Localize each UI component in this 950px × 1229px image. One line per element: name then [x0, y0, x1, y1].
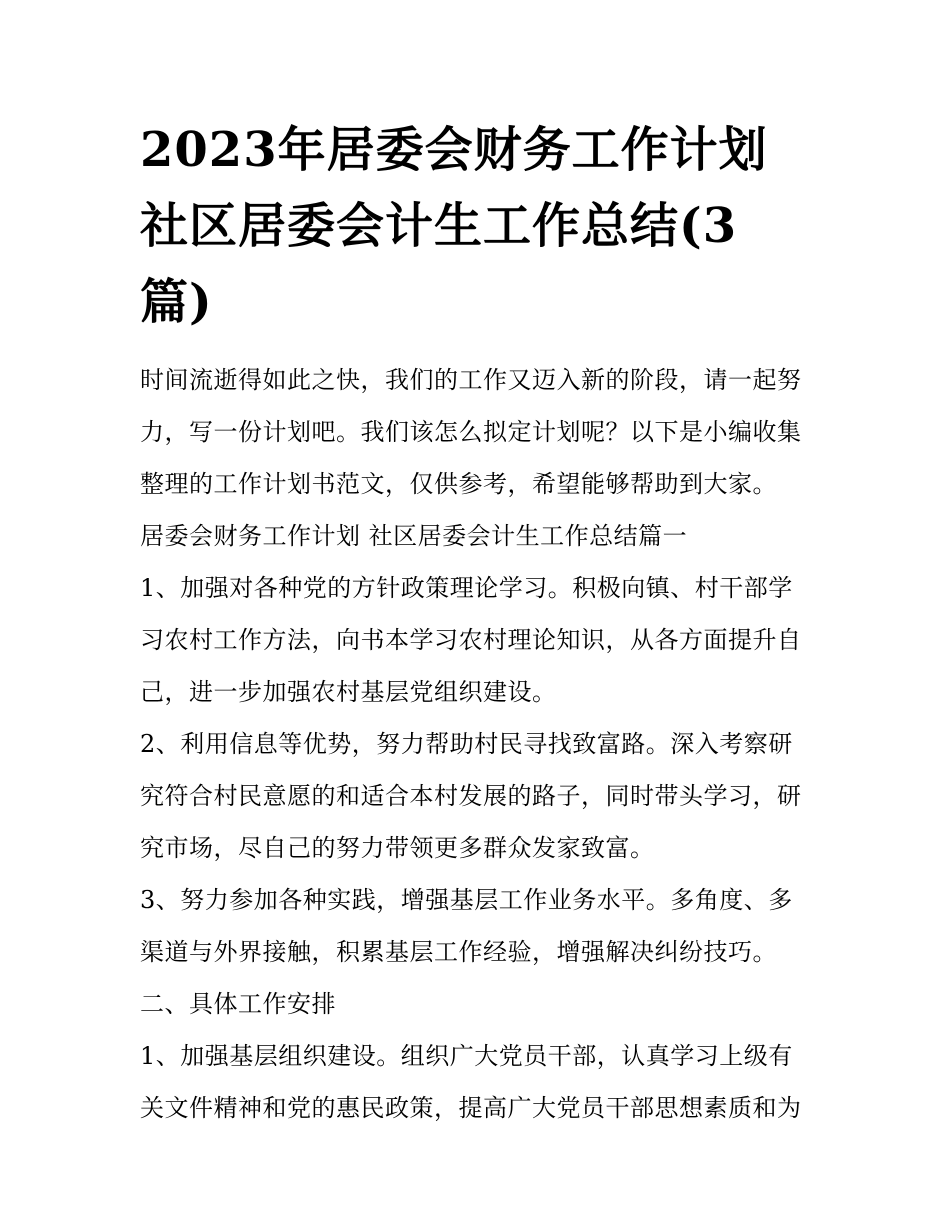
title-line-3: 篇) — [140, 274, 213, 330]
body-line-item3-1: 3、努力参加各种实践，增强基层工作业务水平。多角度、多 — [140, 886, 793, 914]
section-heading-2: 二、具体工作安排 — [140, 990, 336, 1018]
body-line-plan1-1: 1、加强基层组织建设。组织广大党员干部，认真学习上级有 — [140, 1042, 793, 1070]
title-line-1: 2023年居委会财务工作计划 — [140, 122, 768, 178]
body-line-item2-2: 究符合村民意愿的和适合本村发展的路子，同时带头学习，研 — [140, 782, 802, 810]
body-line-intro-3: 整理的工作计划书范文，仅供参考，希望能够帮助到大家。 — [140, 470, 777, 498]
body-line-item1-2: 习农村工作方法，向书本学习农村理论知识，从各方面提升自 — [140, 626, 802, 654]
section-heading-1: 居委会财务工作计划 社区居委会计生工作总结篇一 — [140, 522, 688, 550]
body-line-item2-1: 2、利用信息等优势，努力帮助村民寻找致富路。深入考察研 — [140, 730, 793, 758]
document-title — [140, 112, 800, 340]
body-line-intro-2: 力，写一份计划吧。我们该怎么拟定计划呢？以下是小编收集 — [140, 418, 802, 446]
title-line-2: 社区居委会计生工作总结(3 — [140, 198, 738, 254]
body-line-intro-1: 时间流逝得如此之快，我们的工作又迈入新的阶段，请一起努 — [140, 366, 802, 394]
body-line-item3-2: 渠道与外界接触，积累基层工作经验，增强解决纠纷技巧。 — [140, 938, 777, 966]
body-line-item1-1: 1、加强对各种党的方针政策理论学习。积极向镇、村干部学 — [140, 574, 793, 602]
body-line-item2-3: 究市场，尽自己的努力带领更多群众发家致富。 — [140, 834, 655, 862]
body-line-item1-3: 己，进一步加强农村基层党组织建设。 — [140, 678, 557, 706]
document-body — [140, 354, 830, 1134]
body-line-plan1-2: 关文件精神和党的惠民政策，提高广大党员干部思想素质和为 — [140, 1094, 802, 1122]
